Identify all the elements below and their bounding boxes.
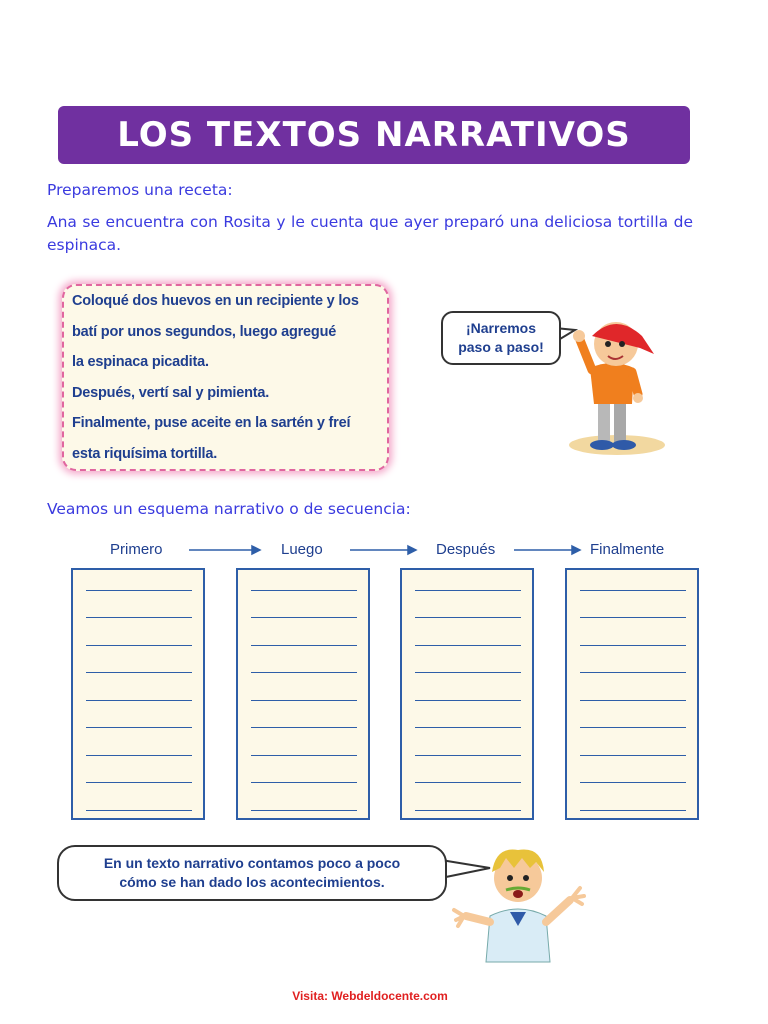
recipe-line: Después, vertí sal y pimienta. (72, 385, 270, 401)
step-label-finalmente: Finalmente (590, 541, 665, 558)
recipe-line: Coloqué dos huevos en un recipiente y los (72, 293, 359, 309)
intro-label: Preparemos una receta: (47, 181, 233, 199)
recipe-line: esta riquísima tortilla. (72, 446, 218, 462)
step-label-primero: Primero (110, 541, 163, 558)
bubble-line: cómo se han dado los acontecimientos. (119, 874, 385, 890)
bubble-line: ¡Narremos (465, 320, 537, 336)
page-title: LOS TEXTOS NARRATIVOS (117, 115, 631, 155)
bubble-line: En un texto narrativo contamos poco a poco (103, 855, 401, 871)
bubble-line: paso a paso! (458, 339, 544, 355)
blond-boy-illustration (450, 842, 590, 962)
footer-visit-link[interactable]: Visita: Webdeldocente.com (292, 989, 448, 1003)
recipe-line: batí por unos segundos, luego agregué (72, 324, 337, 340)
recipe-line: Finalmente, puse aceite en la sartén y freí (72, 415, 351, 431)
story-paragraph: Ana se encuentra con Rosita y le cuenta que ayer preparó una deliciosa tortilla de espinaca. (47, 213, 693, 254)
speech-bubble-narrative (57, 845, 447, 901)
step-label-despues: Después (436, 541, 496, 558)
recipe-line: la espinaca picadita. (72, 354, 209, 370)
step-label-luego: Luego (281, 541, 323, 558)
scheme-intro: Veamos un esquema narrativo o de secuencia: (47, 500, 411, 518)
